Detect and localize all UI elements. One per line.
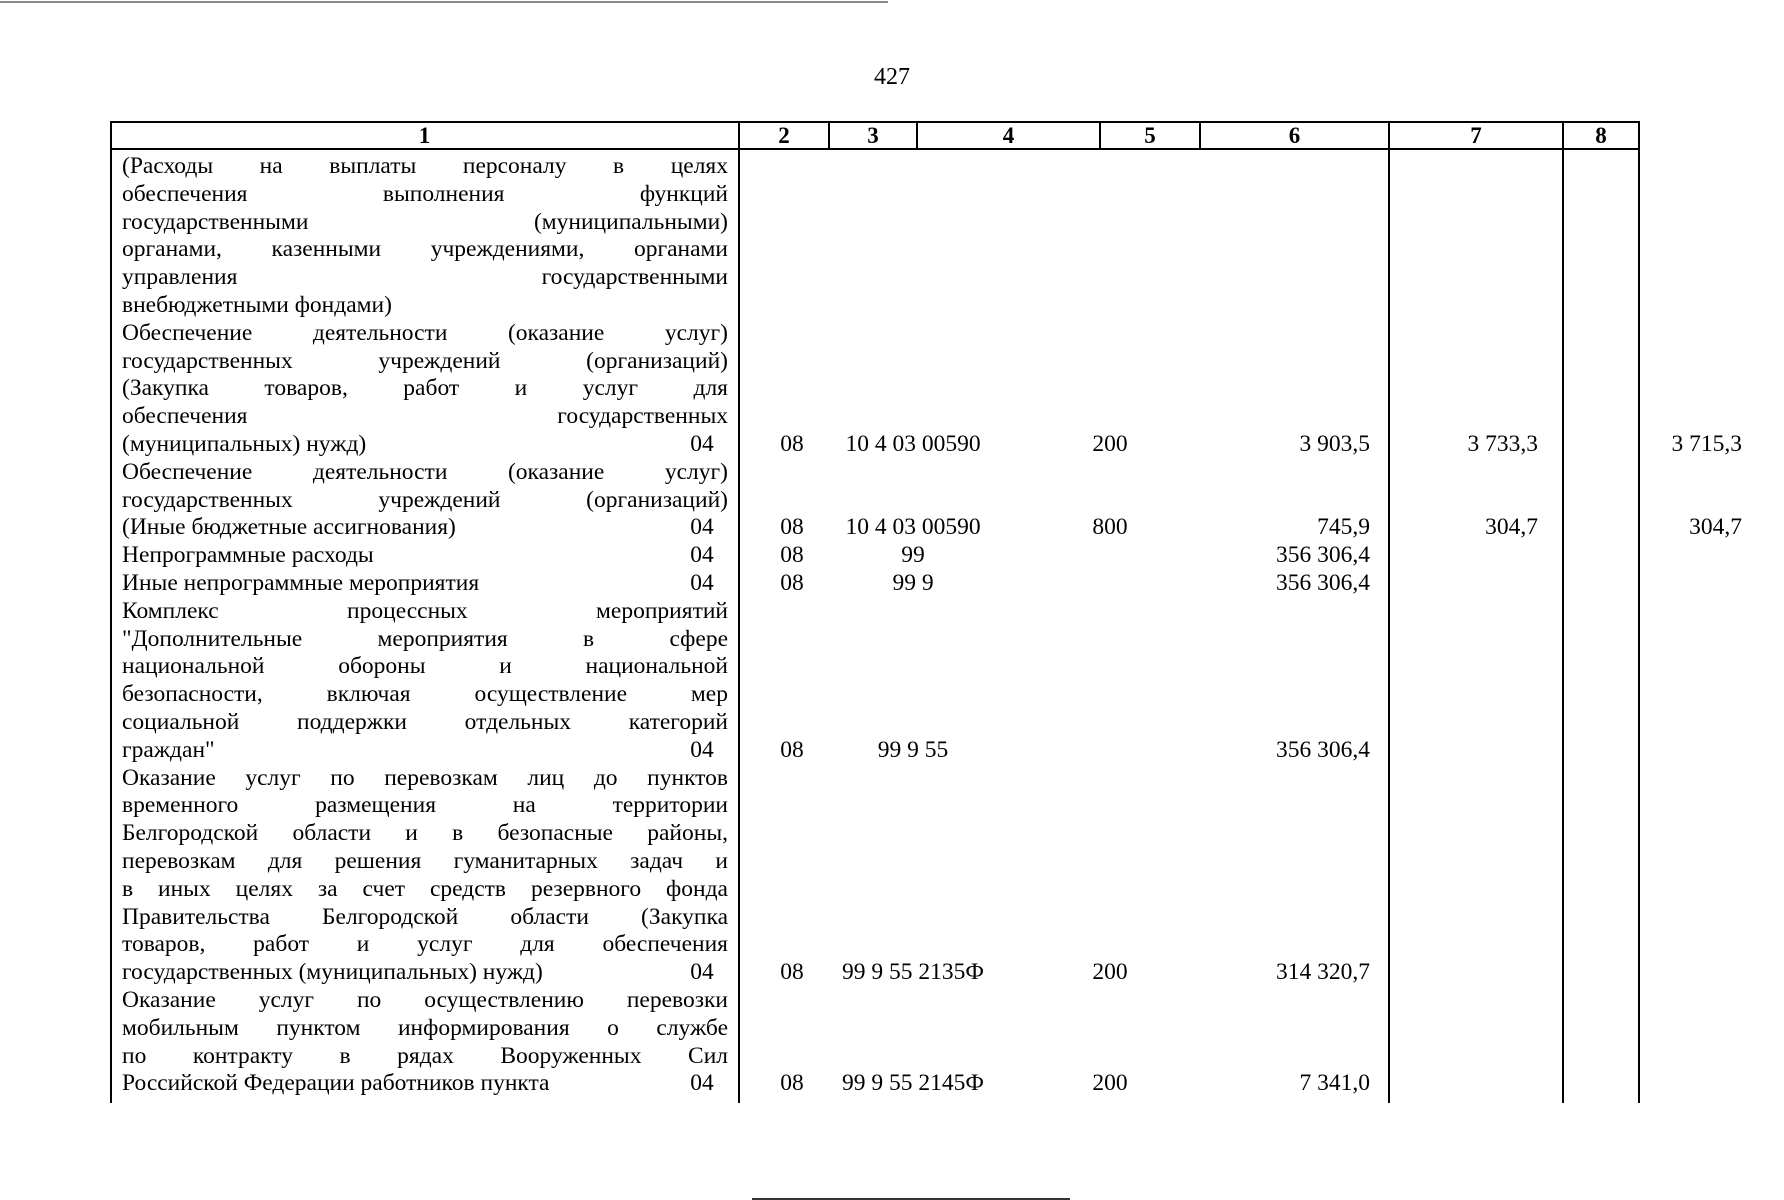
description-line: в иных целях за счет средств резервного фонда xyxy=(122,875,728,902)
description-line: внебюджетными фондами) xyxy=(122,291,392,318)
table-row xyxy=(110,570,1640,598)
description-line: Иные непрограммные мероприятия xyxy=(122,570,480,596)
cell-col-2: 04 xyxy=(690,542,714,569)
description-line: управления государственными xyxy=(122,264,728,291)
cell-col-5: 200 xyxy=(1092,431,1128,457)
row-description xyxy=(122,459,728,542)
description-line: Белгородской области и в безопасные районы, xyxy=(122,820,728,847)
description-line: государственных учреждений (организаций) xyxy=(122,347,728,374)
description-line: перевозкам для решения гуманитарных задач и xyxy=(122,847,728,874)
cell-col-6: 3 903,5 xyxy=(1299,431,1370,457)
cell-col-5: 800 xyxy=(1092,514,1128,541)
row-description xyxy=(122,542,728,570)
cell-col-2: 04 xyxy=(690,1070,714,1097)
cell-col-6: 356 306,4 xyxy=(1276,736,1370,763)
description-line: Оказание услуг по осуществлению перевозки xyxy=(122,987,728,1013)
description-line: Оказание услуг по перевозкам лиц до пунктов xyxy=(122,764,728,791)
cell-col-3: 08 xyxy=(780,1070,804,1097)
cell-col-3: 08 xyxy=(780,570,804,596)
description-line: Правительства Белгородской области (Закупка xyxy=(122,903,728,930)
description-line: Непрограммные расходы xyxy=(122,542,374,569)
cell-col-7: 304,7 xyxy=(1485,514,1538,541)
description-line: граждан" xyxy=(122,736,215,763)
cell-col-4: 99 9 55 xyxy=(877,736,949,763)
cell-col-3: 08 xyxy=(780,514,804,541)
cell-col-2: 04 xyxy=(690,514,714,541)
header-col-8: 8 xyxy=(1595,123,1607,148)
header-col-7: 7 xyxy=(1470,123,1482,148)
cell-col-4: 99 9 55 2135Ф xyxy=(842,959,984,986)
header-col-6: 6 xyxy=(1288,123,1301,148)
row-description xyxy=(122,570,728,598)
description-line: мобильным пунктом информирования о службе xyxy=(122,1014,728,1041)
description-line: обеспечения выполнения функций xyxy=(122,180,728,207)
row-description xyxy=(122,153,728,320)
cell-col-8: 304,7 xyxy=(1689,514,1742,541)
cell-col-6: 314 320,7 xyxy=(1276,959,1370,986)
description-line: (Закупка товаров, работ и услуг для xyxy=(122,375,728,402)
description-line: государственными (муниципальными) xyxy=(122,208,728,235)
description-line: (Расходы на выплаты персоналу в целях xyxy=(122,153,728,179)
description-line: Российской Федерации работников пункта xyxy=(122,1070,550,1097)
cell-col-2: 04 xyxy=(690,570,714,596)
description-line: (муниципальных) нужд) xyxy=(122,430,367,457)
cell-col-4: 10 4 03 00590 xyxy=(845,514,981,541)
description-line: временного размещения на территории xyxy=(122,792,728,819)
description-line: Комплекс процессных мероприятий xyxy=(122,597,728,624)
table-row xyxy=(110,319,1742,459)
description-line: по контракту в рядах Вооруженных Сил xyxy=(122,1042,728,1069)
header-col-4: 4 xyxy=(1002,123,1015,148)
row-description xyxy=(122,765,728,987)
description-line: обеспечения государственных xyxy=(122,403,728,430)
table-row xyxy=(110,598,1640,765)
description-line: "Дополнительные мероприятия в сфере xyxy=(122,625,728,652)
scan-edge-line xyxy=(0,1,888,3)
cell-col-4: 99 9 55 2145Ф xyxy=(842,1070,984,1097)
table-row xyxy=(110,458,1742,542)
description-line: государственных учреждений (организаций) xyxy=(122,486,728,513)
description-line: социальной поддержки отдельных категорий xyxy=(122,708,728,735)
header-col-2: 2 xyxy=(778,123,790,148)
header-col-1: 1 xyxy=(418,123,431,148)
description-line: (Иные бюджетные ассигнования) xyxy=(122,514,456,541)
cell-col-3: 08 xyxy=(780,736,804,763)
cell-col-6: 356 306,4 xyxy=(1276,570,1370,596)
cell-col-6: 745,9 xyxy=(1317,514,1370,541)
cell-col-3: 08 xyxy=(780,542,804,569)
description-line: национальной обороны и национальной xyxy=(122,653,728,680)
cell-col-3: 08 xyxy=(780,431,804,457)
row-description xyxy=(122,320,728,459)
table-header-row xyxy=(110,121,1640,149)
table-row xyxy=(110,987,1640,1098)
cell-col-2: 04 xyxy=(690,431,714,457)
description-line: органами, казенными учреждениями, органами xyxy=(122,236,728,263)
cell-col-2: 04 xyxy=(690,959,714,986)
header-col-5: 5 xyxy=(1144,123,1156,148)
cell-col-2: 04 xyxy=(690,736,714,763)
row-description xyxy=(122,598,728,765)
cell-col-4: 10 4 03 00590 xyxy=(845,431,981,457)
table-row xyxy=(110,542,1640,570)
cell-col-5: 200 xyxy=(1092,1070,1128,1097)
header-col-3: 3 xyxy=(867,123,879,148)
cell-col-6: 7 341,0 xyxy=(1299,1070,1370,1097)
description-line: Обеспечение деятельности (оказание услуг) xyxy=(122,319,728,346)
cell-col-4: 99 9 xyxy=(892,570,934,596)
cell-col-3: 08 xyxy=(780,959,804,986)
cell-col-8: 3 715,3 xyxy=(1671,431,1742,457)
description-line: безопасности, включая осуществление мер xyxy=(122,681,728,708)
cell-col-7: 3 733,3 xyxy=(1467,431,1538,457)
description-line: государственных (муниципальных) нужд) xyxy=(122,959,543,986)
cell-col-6: 356 306,4 xyxy=(1276,542,1370,569)
row-description xyxy=(122,987,728,1098)
description-line: Обеспечение деятельности (оказание услуг) xyxy=(122,458,728,485)
table-row xyxy=(110,153,1640,320)
budget-table xyxy=(110,121,1742,1103)
description-line: товаров, работ и услуг для обеспечения xyxy=(122,931,728,958)
cell-col-4: 99 xyxy=(901,542,925,569)
table-row xyxy=(110,765,1640,987)
cell-col-5: 200 xyxy=(1092,959,1128,986)
page-number: 427 xyxy=(874,64,910,90)
